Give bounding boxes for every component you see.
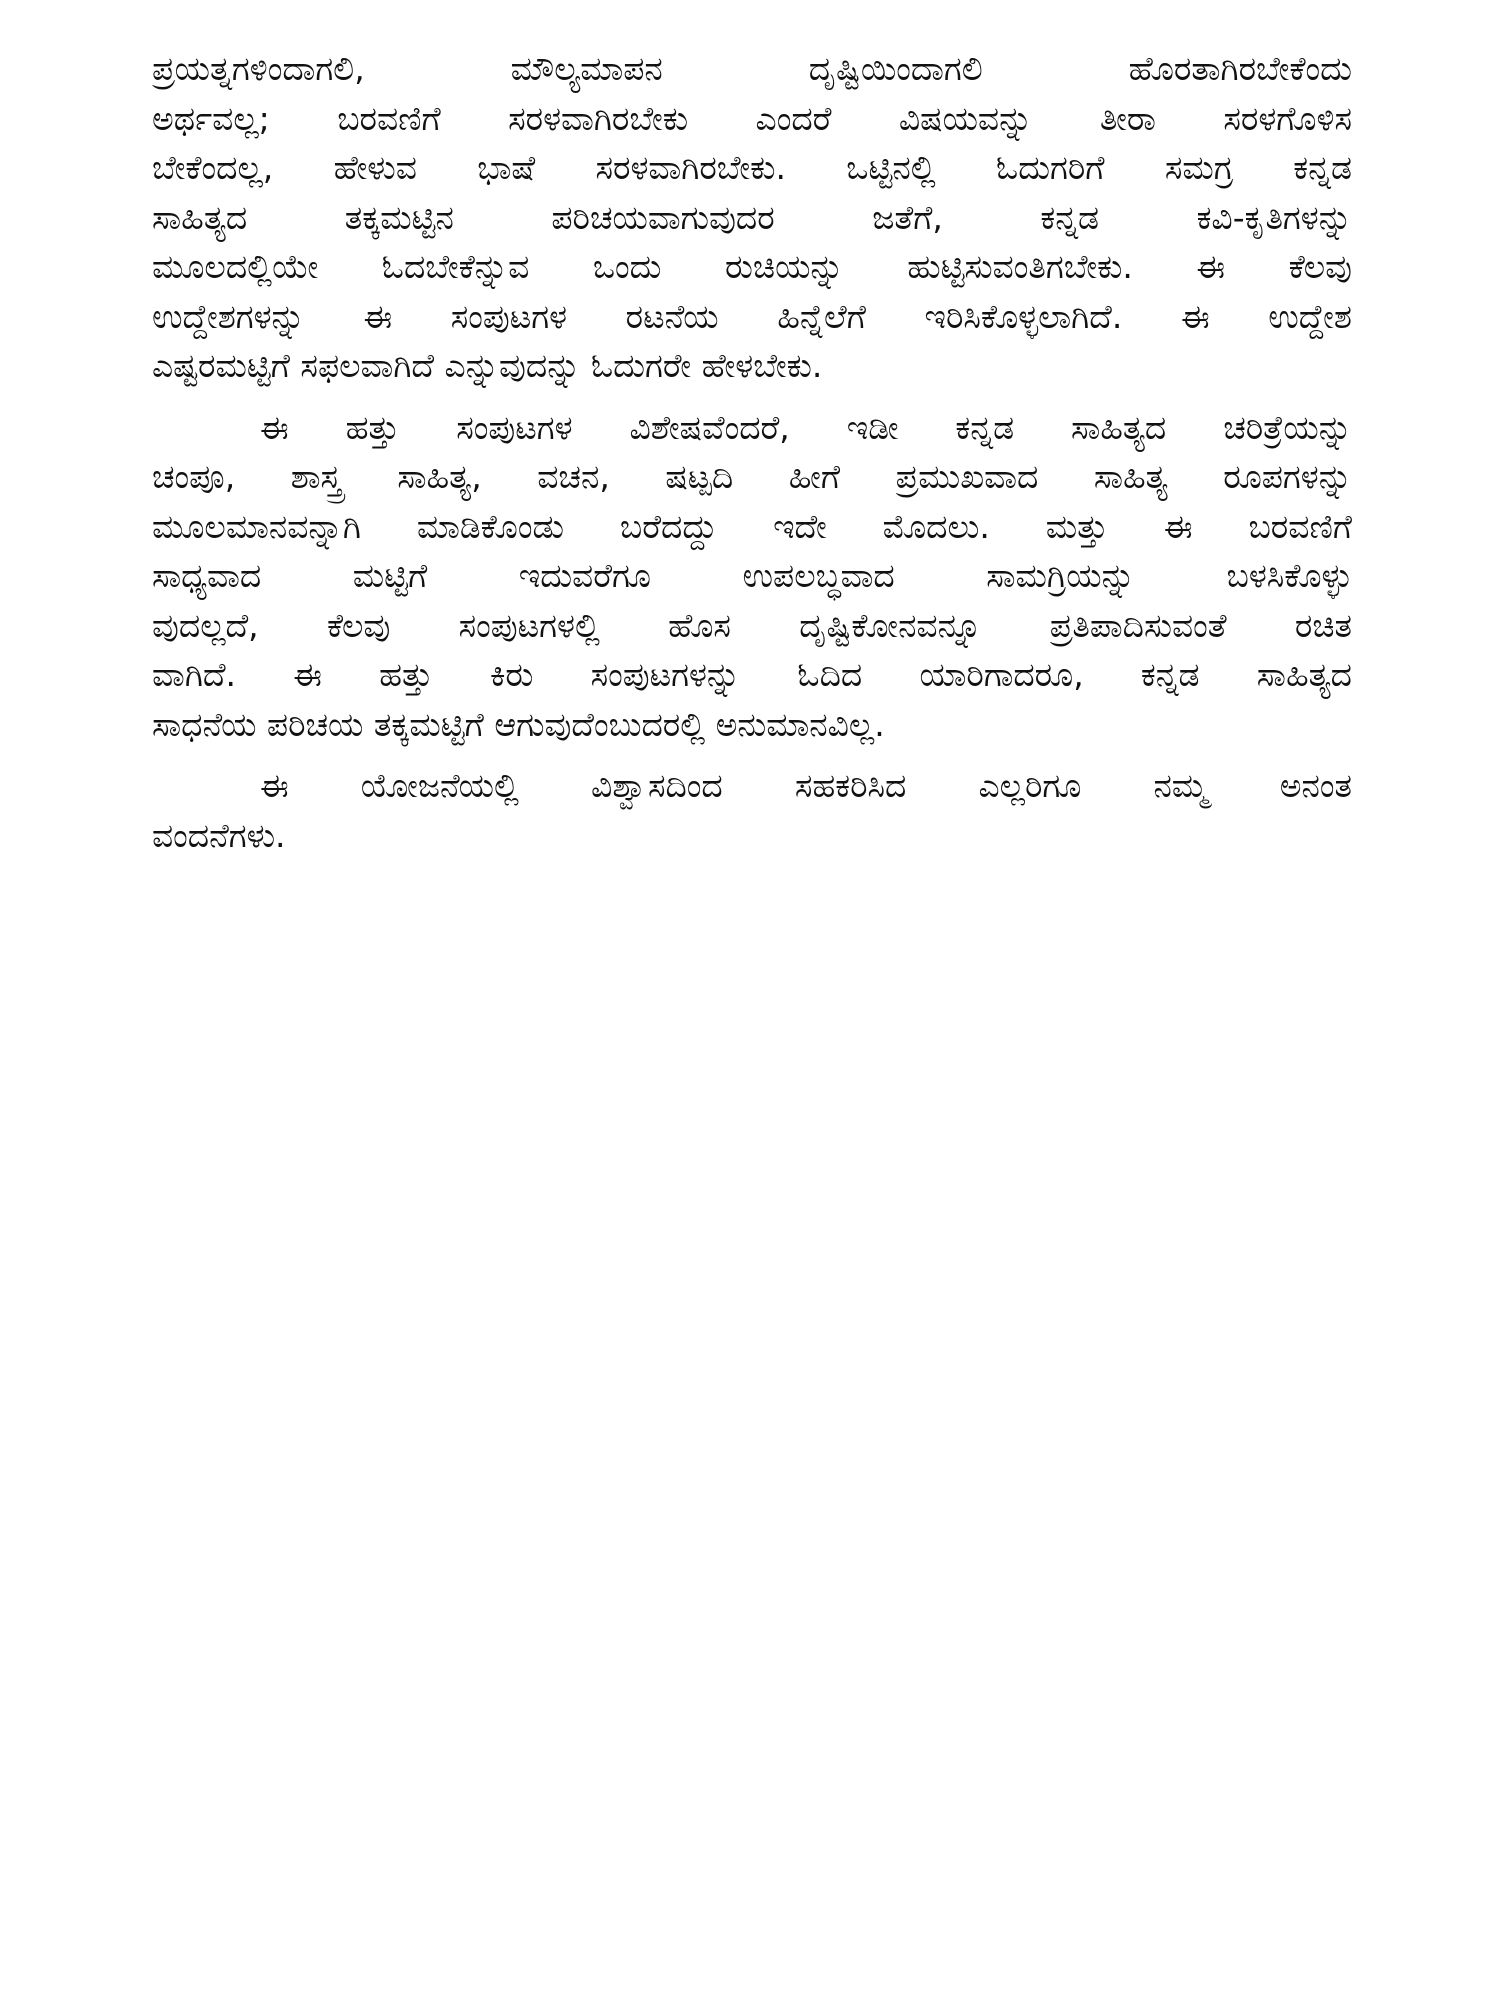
text-line: ಎಷ್ಟರಮಟ್ಟಿಗೆ ಸಫಲವಾಗಿದೆ ಎನ್ನುವುದನ್ನು ಓದುಗರೇ ಹೇಳಬೇಕು. <box>152 346 823 385</box>
text-line: ಈ ಹತ್ತು ಸಂಪುಟಗಳ ವಿಶೇಷವೆಂದರೆ, ಇಡೀ ಕನ್ನಡ ಸಾಹಿತ್ಯದ ಚರಿತ್ರೆಯನ್ನು <box>260 407 1352 447</box>
text-line: ಚಂಪೂ, ಶಾಸ್ತ್ರ ಸಾಹಿತ್ಯ, ವಚನ, ಷಟ್ಪದಿ ಹೀಗೆ ಪ್ರಮುಖವಾದ ಸಾಹಿತ್ಯ ರೂಪಗಳನ್ನು <box>152 457 1352 496</box>
text-line: ಪ್ರಯತ್ನಗಳಿಂದಾಗಲಿ, ಮೌಲ್ಯಮಾಪನ ದೃಷ್ಟಿಯಿಂದಾಗಲಿ ಹೊರತಾಗಿರಬೇಕೆಂದು <box>152 49 1352 88</box>
text-line: ಈ ಯೋಜನೆಯಲ್ಲಿ ವಿಶ್ವಾಸದಿಂದ ಸಹಕರಿಸಿದ ಎಲ್ಲರಿಗೂ ನಮ್ಮ ಅನಂತ <box>260 766 1352 805</box>
text-line: ವಂದನೆಗಳು. <box>152 815 286 855</box>
text-line: ಮೂಲಮಾನವನ್ನಾಗಿ ಮಾಡಿಕೊಂಡು ಬರೆದದ್ದು ಇದೇ ಮೊದಲು. ಮತ್ತು ಈ ಬರವಣಿಗೆ <box>152 506 1352 546</box>
paragraph-2 <box>152 403 1352 750</box>
text-line: ಸಾಧನೆಯ ಪರಿಚಯ ತಕ್ಕಮಟ್ಟಿಗೆ ಆಗುವುದೆಂಬುದರಲ್ಲಿ ಅನುಮಾನವಿಲ್ಲ. <box>152 704 885 744</box>
text-line: ಸಾಹಿತ್ಯದ ತಕ್ಕಮಟ್ಟಿನ ಪರಿಚಯವಾಗುವುದರ ಜತೆಗೆ, ಕನ್ನಡ ಕವಿ-ಕೃತಿಗಳನ್ನು <box>152 197 1352 237</box>
text-line: ಬೇಕೆಂದಲ್ಲ, ಹೇಳುವ ಭಾಷೆ ಸರಳವಾಗಿರಬೇಕು. ಒಟ್ಟಿನಲ್ಲಿ ಓದುಗರಿಗೆ ಸಮಗ್ರ ಕನ್ನಡ <box>152 148 1352 187</box>
document-page <box>152 44 1352 872</box>
text-line: ಅರ್ಥವಲ್ಲ; ಬರವಣಿಗೆ ಸರಳವಾಗಿರಬೇಕು ಎಂದರೆ ವಿಷಯವನ್ನು ತೀರಾ ಸರಳಗೊಳಿಸ <box>152 98 1352 138</box>
paragraph-3 <box>152 761 1352 860</box>
text-line: ವುದಲ್ಲದೆ, ಕೆಲವು ಸಂಪುಟಗಳಲ್ಲಿ ಹೊಸ ದೃಷ್ಟಿಕೋನವನ್ನೂ ಪ್ರತಿಪಾದಿಸುವಂತೆ ರಚಿತ <box>152 605 1352 645</box>
text-line: ಉದ್ದೇಶಗಳನ್ನು ಈ ಸಂಪುಟಗಳ ರಟನೆಯ ಹಿನ್ನೆಲೆಗೆ ಇರಿಸಿಕೊಳ್ಳಲಾಗಿದೆ. ಈ ಉದ್ದೇಶ <box>152 296 1352 336</box>
text-line: ಮೂಲದಲ್ಲಿಯೇ ಓದಬೇಕೆನ್ನುವ ಒಂದು ರುಚಿಯನ್ನು ಹುಟ್ಟಿಸುವಂತಿಗಬೇಕು. ಈ ಕೆಲವು <box>152 247 1352 286</box>
text-line: ಸಾಧ್ಯವಾದ ಮಟ್ಟಿಗೆ ಇದುವರೆಗೂ ಉಪಲಬ್ಧವಾದ ಸಾಮಗ್ರಿಯನ್ನು ಬಳಸಿಕೊಳ್ಳು <box>152 556 1352 595</box>
paragraph-1 <box>152 44 1352 391</box>
text-line: ವಾಗಿದೆ. ಈ ಹತ್ತು ಕಿರು ಸಂಪುಟಗಳನ್ನು ಓದಿದ ಯಾರಿಗಾದರೂ, ಕನ್ನಡ ಸಾಹಿತ್ಯದ <box>152 655 1352 694</box>
